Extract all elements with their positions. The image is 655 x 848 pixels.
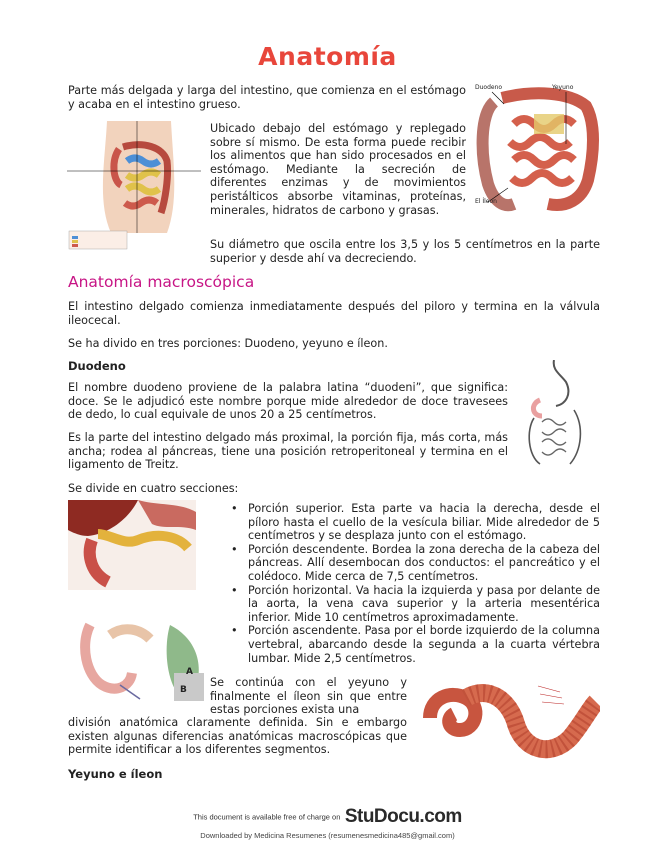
list-item: • Porción descendente. Bordea la zona derecha de la cabeza del páncreas. Allí desembocan dos conductos: el pancreático y el colédoco. Mide cerca de 7,5 centímetros. xyxy=(229,543,600,584)
studocu-logo[interactable]: StuDocu.com xyxy=(344,806,462,827)
figure-label-a: A xyxy=(186,667,193,677)
duodeno-sections-list xyxy=(229,502,600,665)
list-item: • Porción superior. Esta parte va hacia la derecha, desde el píloro hasta el cuello de la vesícula biliar. Mide alrededor de 5 centímetros y se desplaza junto con el estómago. xyxy=(229,502,600,543)
figure-label-ileon: El Íleon xyxy=(475,198,497,205)
footer xyxy=(0,806,655,828)
intestine-figure-top-right xyxy=(474,84,601,216)
intro-paragraph-1: Parte más delgada y larga del intestino, que comienza en el estómago y acaba en el intestino grueso. xyxy=(68,84,466,111)
list-item: • Porción ascendente. Pasa por el borde izquierdo de la columna vertebral, abarcando desde la segunda a la cuarta vértebra lumbar. Mide 2,5 centímetros. xyxy=(229,624,600,665)
section-heading-macroscopic: Anatomía macroscópica xyxy=(68,273,255,291)
figure-label-duodeno: Duodeno xyxy=(475,84,503,91)
duodenum-pancreas-figure xyxy=(68,500,196,590)
list-item: • Porción horizontal. Va hacia la izquierda y pasa por delante de la aorta, la vena cava superior y la arteria mesentérica inferior. Mide 10 centímetros aproximadamente. xyxy=(229,584,600,625)
abdomen-figure xyxy=(67,121,201,251)
macro-paragraph-2: Se ha divido en tres porciones: Duodeno, yeyuno e íleon. xyxy=(68,337,388,350)
intro-paragraph-2: Ubicado debajo del estómago y replegado sobre sí mismo. De esta forma puede recibir los alimentos que han sido procesados en el estómago. Mediante la secreción de diferentes enzimas y de movimientos peristálticos absorbe vitaminas, proteínas, minerales, hidratos de carbono y grasas. xyxy=(210,122,466,217)
duodeno-paragraph-2: Es la parte del intestino delgado más proximal, la porción fija, más corta, más ancha; rodea al páncreas, tiene una posición retroperitoneal y termina en el ligamento de Treitz. xyxy=(68,431,508,472)
intro-paragraph-3: Su diámetro que oscila entre los 3,5 y los 5 centímetros en la parte superior y desde ahí va decreciendo. xyxy=(210,238,600,265)
yeyuno-paragraph-part-b: división anatómica claramente definida. Sin e embargo existen algunas diferencias anatómicas macroscópicas que permite identificar a los diferentes segmentos. xyxy=(68,716,407,757)
yeyuno-paragraph-part-a: Se continúa con el yeyuno y finalmente el íleon sin que entre estas porciones exista una xyxy=(210,676,407,717)
footer-available-text: This document is available free of charge on xyxy=(193,812,341,822)
duodeno-heading: Duodeno xyxy=(68,359,126,373)
duodenum-sections-figure xyxy=(80,595,210,707)
page-title: Anatomía xyxy=(258,42,397,71)
figure-label-b: B xyxy=(180,685,187,695)
yeyuno-heading: Yeyuno e íleon xyxy=(68,767,163,781)
figure-label-yeyuno: Yeyuno xyxy=(552,84,574,91)
digestive-diagram-figure xyxy=(520,360,592,468)
macro-paragraph-1: El intestino delgado comienza inmediatamente después del piloro y termina en la válvula ileocecal. xyxy=(68,300,600,327)
small-intestine-loop-figure xyxy=(420,678,600,768)
duodeno-paragraph-1: El nombre duodeno proviene de la palabra latina “duodeni”, que significa: doce. Se le adjudicó este nombre porque mide alrededor de doce travesees de dedo, lo cual equivale de unos 20 a 25 centímetros. xyxy=(68,381,508,422)
footer-download-text: Downloaded by Medicina Resumenes (resumenesmedicina485@gmail.com) xyxy=(200,831,455,840)
duodeno-paragraph-3: Se divide en cuatro secciones: xyxy=(68,482,239,495)
